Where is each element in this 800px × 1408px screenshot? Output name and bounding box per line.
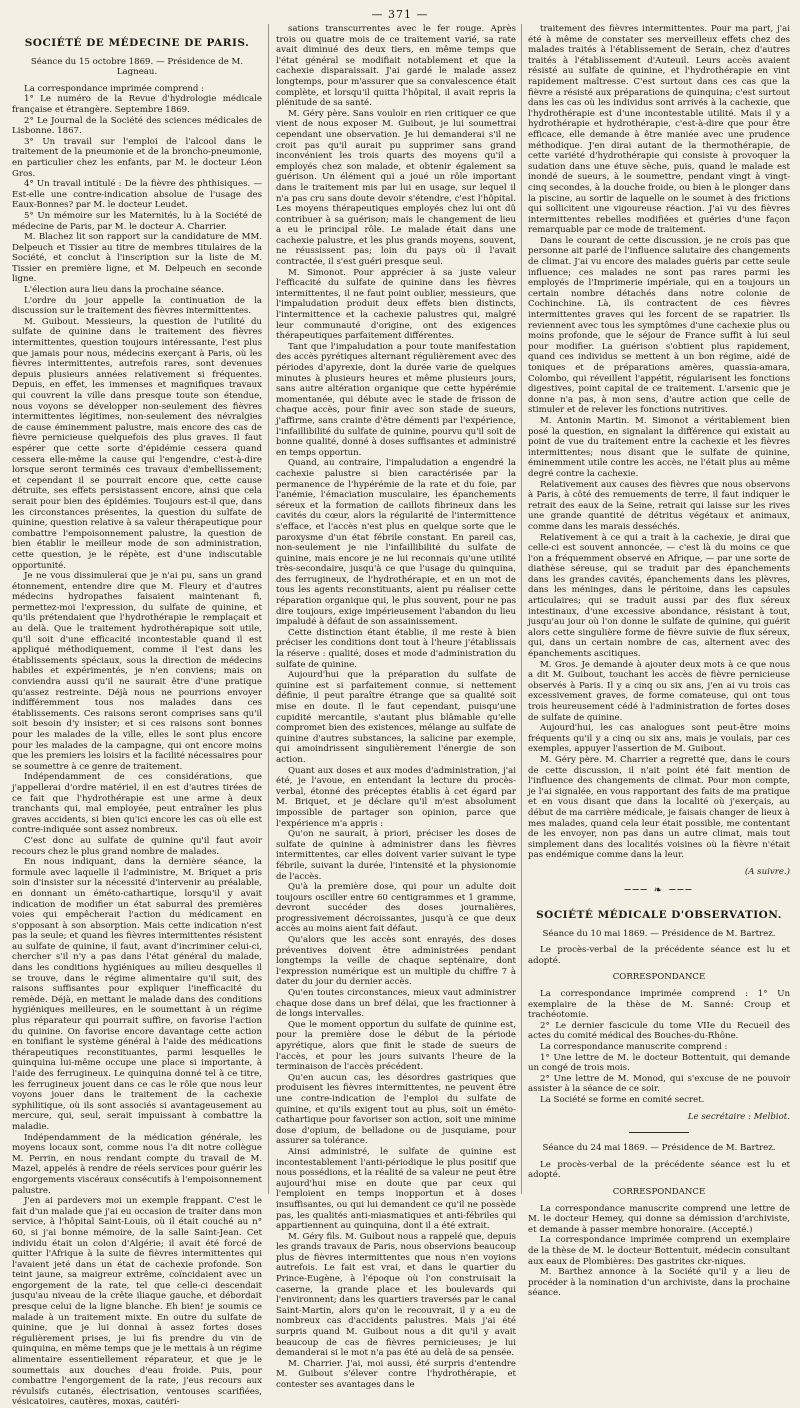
paragraph: M. Géry père. M. Charrier a regretté que, dans le cours de cette discussion, il n'ait point été fait mention de l'influence des changements de climat. Pour mon compte, je l'ai signalée, en vous rapportant des faits de ma pratique et en vous disant que dans la localité où j'exerçais, au début de ma carrière médicale, je faisais changer de lieux à mes malades, quand cela leur était possible, me contentant de les envoyer, non pas dans un autre climat, mais tout simplement dans des localités voisines où la fièvre n'était pas endémique comme dans la leur.	[528, 754, 790, 861]
paragraph: Je ne vous dissimulerai que je n'ai pu, sans un grand étonnement, entendre dire que M. Fleury et d'autres médecins hydropathes faisaient maintenant fi, permettez-moi l'expression, du sulfate de quinine, et qu'ils prétendaient que l'hydrothérapie le remplaçait et au delà. Que le traitement hydrothérapique soit utile, qu'il soit d'une efficacité incontestable quand il est appliqué méthodiquement, comme il l'est dans les établissements spéciaux, sous la direction de médecins habiles et expérimentés, je n'en conviens; mais on conviendra aussi qu'il ne saurait être d'une pratique qu'assez restreinte. Déjà nous ne pourrions envoyer indifféremment tous nos malades dans ces établissements. Ces raisons seront comprises sans qu'il soit besoin d'y insister; et si ces raisons sont bonnes pour les malades de la ville, elles le sont plus encore pour les malades de la campagne, qui ont encore moins que les premiers les loisirs et la facilité nécessaires pour se soumettre à ce genre de traitement.	[12, 571, 262, 772]
paragraph: Quand, au contraire, l'impaludation a engendré la cachexie palustre si bien caractérisée par la permanence de l'hypérémie de la rate et du foie, par l'anémie, l'émaciation musculaire, les épanchements séreux et la formation de caillots fibrineux dans les cavités du cœur, alors la régularité de l'intermittence s'efface, et l'accès n'est plus en quelque sorte que le paroxysme d'un état fébrile constant. En pareil cas, non-seulement je nie l'infaillibilité du sulfate de quinine, mais encore je ne lui reconnais qu'une utilité très-secondaire, jusqu'à ce que l'usage du quinquina, des ferrugineux, de l'hydrothérapie, et en un mot de tous les agents reconstituants, aient pu réaliser cette réparation organique qui, le plus souvent, pour ne pas dire toujours, exige impérieusement l'abandon du lieu impaludé à défaut de son assainissement.	[276, 458, 516, 628]
divider	[629, 1132, 689, 1133]
ornament-divider: ─── ❧ ───	[624, 884, 694, 896]
paragraph: Indépendamment de la médication générale, les moyens locaux sont, comme nous l'a dit notre collègue M. Perrin, en nous rendant compte du travail de M. Mazel, appelés à rendre de réels services pour guérir les engorgements viscéraux consécutifs à l'empoisonnement palustre.	[12, 1132, 262, 1196]
subheading: CORRESPONDANCE	[612, 972, 706, 983]
paragraph: La correspondance manuscrite comprend une lettre de M. le docteur Hemey, qui donne sa démission d'archiviste, et demande à passer membre honoraire. (Accepté.)	[528, 1203, 790, 1235]
paragraph: M. Charrier. J'ai, moi aussi, été surpris d'entendre M. Guibout s'élever contre l'hydrothérapie, et contester ses avantages dans le	[276, 1358, 516, 1390]
paragraph: 2° Le Journal de la Société des sciences médicales de Lisbonne. 1867.	[12, 115, 262, 137]
paragraph: Tant que l'impaludation a pour toute manifestation des accès pyrétiques alternant régulièrement avec des périodes d'apyrexie, dont la durée varie de quelques minutes à plusieurs heures et même plusieurs jours, sans autre altération organique que cette hypérémie momentanée, qui débute avec le stade de frisson de chaque accès, pour finir avec son stade de sueurs, j'affirme, sans crainte d'être démenti par l'expérience, l'infaillibilité du sulfate de quinine, pourvu qu'il soit de bonne qualité, donné à doses suffisantes et administré en temps opportun.	[276, 341, 516, 458]
paragraph: 3° Un travail sur l'emploi de l'alcool dans le traitement de la pneumonie et de la broncho-pneumonie, en particulier chez les enfants, par M. le docteur Léon Gros.	[12, 136, 262, 179]
paragraph: traitement des fièvres intermittentes. Pour ma part, j'ai été à même de constater ses merveilleux effets chez des malades traités à l'établissement de Serain, chez d'autres traités à l'établissement d'Auteuil. Leurs accès avaient résisté au sulfate de quinine, et l'hydrothérapie en vint rapidement maîtresse. C'est surtout dans ces cas que la fièvre a résisté aux préparations de quinquina; c'est surtout dans les cas où les individus sont arrivés à la cachexie, que l'hydrothérapie est d'une incontestable utilité. Mais il y a hydrothérapie et hydrothérapie, c'est-à-dire que pour être efficace, elle demande à être maniée avec une prudence méthodique. J'en dirai autant de la thermothérapie, de cette variété d'hydrothérapie qui consiste à provoquer la sudation dans une étuve sèche, puis, quand le malade est inondé de sueurs, à le soumettre, pendant vingt à vingt-cinq secondes, à la douche froide, ou bien à le plonger dans la piscine, au sortir de laquelle on le soumet à des frictions qui sollicitent une vigoureuse réaction. J'ai vu des fièvres intermittentes rebelles modifiées et guéries d'une façon remarquable par ce mode de traitement.	[528, 24, 790, 236]
paragraph: Qu'on ne saurait, à priori, préciser les doses de sulfate de quinine à administrer dans les fièvres intermittentes, car elles doivent varier suivant le type fébrile, suivant la durée, l'intensité et la physionomie de l'accès.	[276, 829, 516, 882]
page-number: — 371 —	[371, 8, 429, 21]
section-title: SOCIÉTÉ MÉDICALE D'OBSERVATION.	[536, 909, 782, 922]
column-2	[276, 24, 516, 1390]
paragraph: Le procès-verbal de la précédente séance est lu et adopté.	[528, 945, 790, 966]
to-be-continued: (A suivre.)	[744, 866, 790, 877]
paragraph: En nous indiquant, dans la dernière séance, la formule avec laquelle il l'administre, M. Briquet a pris soin d'insister sur la nécessité d'intervenir au préalable, en donnant un éméto-cathartique, lorsqu'il y avait indication de modifier un état saburral des premières voies qui empêcherait l'action du médicament en s'opposant à son absorption. Mais cette indication n'est pas la seule; et quand les fièvres intermittentes résistent au sulfate de quinine, il faut, avant d'incriminer celui-ci, chercher s'il n'y a pas dans l'état général du malade, dans les conditions hygiéniques au milieu desquelles il se trouve, dans le régime alimentaire qu'il suit, des raisons suffisantes pour expliquer l'inefficacité du remède. Déjà, en mettant le malade dans des conditions hygiéniques meilleures, en le soumettant à un régime plus réparateur qui pourrait suffire, on favorise l'action du quinine. On favorise encore davantage cette action en tonifiant le système général à l'aide des médications thérapeutiques reconstituantes, parmi lesquelles le quinquina lui-même occupe une place si importante, à l'aide des ferrugineux. Le quinquina donné tel à ce titre, les ferrugineux jouent dans ce cas le rôle que nous leur voyons jouer dans le traitement de la cachexie syphilitique, où ils sont associés si avantageusement au mercure, qui, seul, serait impuissant à combattre la maladie.	[12, 857, 262, 1132]
paragraph: 5° Un mémoire sur les Maternités, lu à la Société de médecine de Paris, par M. le docteur A. Charrier.	[12, 210, 262, 232]
paragraph: Aujourd'hui que la préparation du sulfate de quinine est si parfaitement connue, si nettement définie, il peut paraître étrange que sa qualité soit mise en doute. Il le faut cependant, puisqu'une cupidité mercantile, s'autant plus blâmable qu'elle compromet bien des existences, mélange au sulfate de quinine d'autres substances, la salicine par exemple, qui amoindrissent singulièrement l'énergie de son action.	[276, 670, 516, 765]
paragraph: Indépendamment de ces considérations, que j'appellerai d'ordre matériel, il en est d'autres tirées de ce fait que l'hydrothérapie est une arme à deux tranchants qui, mal employée, peut entraîner les plus graves accidents, si bien qu'ici encore les cas où elle est contre-indiquée sont assez nombreux.	[12, 772, 262, 836]
column-1	[12, 24, 262, 1408]
paragraph: M. Simonot. Pour apprécier à sa juste valeur l'efficacité du sulfate de quinine dans les fièvres intermittentes, il ne faut point oublier, messieurs, que l'impaludation produit deux effets bien distincts, l'intermittence et la cachexie palustres qui, malgré leur communauté d'origine, ont des exigences thérapeutiques parfaitement différentes.	[276, 267, 516, 342]
paragraph: 4° Un travail intitulé : De la fièvre des phthisiques. — Est-elle une contre-indication absolue de l'usage des Eaux-Bonnes? par M. le docteur Leudet.	[12, 179, 262, 211]
paragraph: J'en ai pardevers moi un exemple frappant. C'est le fait d'un malade que j'ai eu occasion de traiter dans mon service, à l'hôpital Saint-Louis, où il était couché au n° 60, si j'ai bonne mémoire, de la salle Saint-Jean. Cet individu était un colon d'Algérie; il avait été forcé de quitter l'Afrique à la suite de fièvres intermittentes qui l'avaient jeté dans un état de cachexie profonde. Son teint jaune, sa maigreur extrême, coïncidaient avec un engorgement de la rate, tel que celle-ci descendait jusqu'au niveau de la crête iliaque gauche, et débordait presque celui de la ligne blanche. Eh bien! je soumis ce malade à un traitement mixte. En outre du sulfate de quinine, que je lui donnai à assez fortes doses régulièrement prises, je lui fis prendre du vin de quinquina, en même temps que je le mettais à un régime alimentaire essentiellement réparateur, et que je le soumettais aux douches d'eau froide. Puis, pour combattre l'engorgement de la rate, j'eus recours aux révulsifs cutanés, électrisation, ventouses scarifiées, vésicatoires, cautères, moxas, cautéri-	[12, 1196, 262, 1408]
paragraph: La correspondance manuscrite comprend :	[540, 1042, 728, 1053]
paragraph: Le procès-verbal de la précédente séance est lu et adopté.	[528, 1159, 790, 1181]
paragraph: L'élection aura lieu dans la prochaine séance.	[24, 285, 224, 296]
section-title: SOCIÉTÉ DE MÉDECINE DE PARIS.	[24, 37, 250, 49]
paragraph: M. Géry père. Sans vouloir en rien critiquer ce que vient de nous exposer M. Guibout, je lui soumettrai cependant une observation. Je lui demanderai s'il ne croit pas qu'il aurait pu supprimer sans grand inconvénient les trois quarts des moyens qu'il a employés chez son malade, et obtenir également sa guérison. Un élément qui a joué un rôle important dans le traitement mis par lui en usage, sur lequel il n'a pas cru sans doute devoir s'étendre, c'est l'hôpital. Les moyens thérapeutiques employés chez lui ont dû contribuer à sa guérison; mais le changement de lieu a eu le principal rôle. Le malade était dans une cachexie palustre, et les plus grands moyens, souvent, ne réussissent pas; loin du pays où il l'avait contractée, il s'est guéri presque seul.	[276, 108, 516, 268]
paragraph: 1° Le numéro de la Revue d'hydrologie médicale française et étrangère. Septembre 1869.	[12, 94, 262, 115]
paragraph: M. Gros. Je demande à ajouter deux mots à ce que nous a dit M. Guibout, touchant les accès de fièvre pernicieuse observés à Paris. Il y a cinq ou six ans, j'en ai vu trois cas excessivement graves, de forme comateuse, qui ont tous trois heureusement cédé à l'administration de fortes doses de sulfate de quinine.	[528, 659, 790, 723]
paragraph: Relativement aux causes des fièvres que nous observons à Paris, à côté des remuements de terre, il faut indiquer le retrait des eaux de la Seine, retrait qui laisse sur les rives une grande quantité de détritus végétaux et animaux, comme dans les marais desséchés.	[528, 479, 790, 532]
paragraph: 2° Le dernier fascicule du tome VIIe du Recueil des actes du comité médical des Bouches-du-Rhône.	[528, 1020, 790, 1042]
paragraph: Quant aux doses et aux modes d'administration, j'ai été, je l'avoue, en entendant la lecture du procès-verbal, étonné des préceptes établis à cet égard par M. Briquet, et je déclare qu'il m'est absolument impossible de partager son opinion, parce que l'expérience m'a appris :	[276, 765, 516, 829]
paragraph: La correspondance imprimée comprend un exemplaire de la thèse de M. le docteur Bottentuit, médecin consultant aux eaux de Plombières: Des gastrites ckr-niques.	[528, 1235, 790, 1267]
paragraph: Cette distinction étant établie, il me reste à bien préciser les conditions dont tout à l'heure j'établissais la réserve : qualité, doses et mode d'administration du sulfate de quinine.	[276, 627, 516, 670]
paragraph: Que le moment opportun du sulfate de quinine est, pour la première dose le début de la période apyrétique, alors que finit le stade de sueurs de l'accès, et pour les jours suivants l'heure de la terminaison de l'accès précédent.	[276, 1019, 516, 1073]
paragraph: La correspondance imprimée comprend :	[24, 83, 205, 94]
paragraph: Relativement à ce qui a trait à la cachexie, je dirai que celle-ci est souvent annoncée, — c'est là du moins ce que l'on a fréquemment observé en Afrique, — par une sorte de diathèse séreuse, qui se traduit par des épanchements dans les grandes cavités, épanchements dans les plèvres, dans les méninges, dans le péritoine, dans les capsules articulaires; qui se traduit aussi par des flux séreux intestinaux, d'une excessive abondance, résistant à tout, jusqu'au jour où l'on donne le sulfate de quinine, qui guérit alors cette singulière forme de fièvre suivie de flux séreux, qui, dans un certain nombre de cas, alternent avec des épanchements ascitiques.	[528, 532, 790, 660]
paragraph: Qu'à la première dose, qui pour un adulte doit toujours osciller entre 60 centigrammes et 1 gramme, devront succéder des doses journalières, progressivement décroissantes, jusqu'à ce que deux accès au moins aient fait défaut.	[276, 882, 516, 935]
subheading: CORRESPONDANCE	[612, 1186, 706, 1197]
paragraph: M. Antonin Martin. M. Simonot a véritablement bien posé la question, en signalant la différence qui existait au point de vue du traitement entre la cachexie et les fièvres intermittentes; nous disant que le sulfate de quinine, éminemment utile contre les accès, ne l'était plus au même degré contre la cachexie.	[528, 415, 790, 479]
paragraph: 2° Une lettre de M. Monod, qui s'excuse de ne pouvoir assister à la séance de ce soir.	[528, 1073, 790, 1095]
paragraph: M. Géry fils. M. Guibout nous a rappelé que, depuis les grands travaux de Paris, nous observions beaucoup plus de fièvres intermittentes que nous n'en voyions autrefois. Le fait est vrai, et dans le quartier du Prince-Eugène, à l'époque où l'on construisait la caserne, la grande place et les boulevards qui l'environnent; dans les quartiers traversés par le canal Saint-Martin, alors qu'on le recouvrait, il y a eu de nombreux cas d'accidents palustres. Mais j'ai été surpris quand M. Guibout nous a dit qu'il y avait beaucoup de cas de fièvres pernicieuses; je lui demanderai si le mot n'a pas été au delà de sa pensée.	[276, 1231, 516, 1359]
paragraph: C'est donc au sulfate de quinine qu'il faut avoir recours chez le plus grand nombre de malades.	[12, 835, 262, 857]
paragraph: Qu'alors que les accès sont enrayés, des doses préventives doivent être administrées pendant longtemps la veille de chaque septénaire, dont l'expression numérique est un multiple du chiffre 7 à dater du jour du dernier accès.	[276, 935, 516, 988]
paragraph: M. Guibout. Messieurs, la question de l'utilité du sulfate de quinine dans le traitement des fièvres intermittentes, question toujours intéressante, l'est plus que jamais pour nous, médecins exerçant à Paris, où les fièvres intermittentes, autrefois rares, sont devenues depuis plusieurs années relativement si fréquentes. Depuis, en effet, les immenses et magnifiques travaux qui couvrent la ville dans presque toute son étendue, nous voyons se développer non-seulement des fièvres intermittentes légitimes, non-seulement des névralgies de cause éminemment palustre, mais encore des cas de fièvre pernicieuse quelquefois des plus graves. Il faut espérer que cette sorte d'épidémie cessera quand cessera elle-même la cause qui l'engendre, c'est-à-dire lorsque seront terminés ces travaux d'embellissement; et cependant il se pourrait encore que, cette cause détruite, ses effets persistassent encore, ainsi que cela serait pour bien des épidémies. Toujours est-il que, dans les circonstances présentes, la question du sulfate de quinine, question relative à sa valeur thérapeutique pour combattre l'empoisonnement palustre, la question de bien établir le meilleur mode de son administration, cette question, je le répète, est d'une indiscutable opportunité.	[12, 316, 262, 571]
column-rule	[521, 24, 522, 1194]
paragraph: Qu'en toutes circonstances, mieux vaut administrer chaque dose dans un bref délai, que les fractionner à de longs intervalles.	[276, 988, 516, 1020]
paragraph: M. Barthez annonce à la Société qu'il y a lieu de procéder à la nomination d'un archiviste, dans la prochaine séance.	[528, 1267, 790, 1299]
paragraph: Dans le courant de cette discussion, je ne crois pas que personne ait parlé de l'influence salutaire des changements de climat. J'ai vu encore des malades guéris par cette seule influence; ces malades ne sont pas rares parmi les employés de l'Imprimerie impériale, qui en a toujours un certain nombre détachés dans notre colonie de Cochinchine. Là, ils contractent de ces fièvres intermittentes graves qui les forcent de se rapatrier. Ils reviennent avec tous les symptômes d'une cachexie plus ou moins profonde, que le séjour de France suffit à lui seul pour modifier. La guérison s'obtient plus rapidement, quand ces individus se mettent à un bon régime, aidé de toniques et de préparations amères, quassia-amara, Colombo, qui réveillent l'appétit, régularisent les fonctions digestives, point capital de ce traitement. L'arsenic que je donne n'a pas, à mon sens, d'autre action que celle de stimuler et de relever les fonctions nutritives.	[528, 235, 790, 416]
paragraph: 1° Une lettre de M. le docteur Bottentuit, qui demande un congé de trois mois.	[528, 1052, 790, 1074]
paragraph: Qu'en aucun cas, les désordres gastriques que produisent les fièvres intermittentes, ne peuvent être une contre-indication de l'emploi du sulfate de quinine, et qu'ils exigent tout au plus, soit un éméto-cathartique pour favoriser son action, soit une minime dose d'opium, de belladone ou de jusquiame, pour assurer sa tolérance.	[276, 1072, 516, 1147]
paragraph: Ainsi administré, le sulfate de quinine est incontestablement l'anti-périodique le plus positif que nous possédions, et la réalité de sa valeur ne peut être aujourd'hui mise en doute que par ceux qui l'emploient en temps inopportun et à doses insuffisantes, ou qui lui demandent ce qu'il ne possède pas, les qualités anti-miasmatiques et anti-fébriles qui appartiennent au quinquina, dont il a été extrait.	[276, 1146, 516, 1232]
paragraph: Aujourd'hui, les cas analogues sont peut-être moins fréquents qu'il y a cinq ou six ans, mais je voulais, par ces exemples, appuyer l'assertion de M. Guibout.	[528, 723, 790, 755]
column-3	[528, 24, 790, 1299]
paragraph: L'ordre du jour appelle la continuation de la discussion sur le traitement des fièvres intermittentes.	[12, 295, 262, 317]
paragraph: M. Blachez lit son rapport sur la candidature de MM. Delpeuch et Tissier au titre de membres titulaires de la Société, et conclut à l'inscription sur la liste de M. Tissier en première ligne, et M. Delpeuch en seconde ligne.	[12, 232, 262, 285]
secretary-signature: Le secrétaire : Melbiot.	[687, 1111, 790, 1122]
column-rule	[268, 24, 269, 1194]
session-line: Séance du 10 mai 1869. — Présidence de M. Bartrez.	[542, 928, 776, 939]
paragraph: sations transcurrentes avec le fer rouge. Après trois ou quatre mois de ce traitement varié, sa rate avait diminué des deux tiers, en même temps que l'état général se modifiait notablement et que la cachexie disparaissait. J'ai gardé le malade assez longtemps, pour m'assurer que sa convalescence était complète, et lorsqu'il quitta l'hôpital, il avait repris la plénitude de sa santé.	[276, 24, 516, 109]
session-line: Séance du 15 octobre 1869. — Présidence de M. Lagneau.	[30, 56, 244, 78]
paragraph: La Société se forme en comité secret.	[540, 1095, 705, 1105]
paragraph: La correspondance imprimée comprend : 1° Un exemplaire de la thèse de M. Sanné: Croup et trachéotomie.	[528, 989, 790, 1021]
session-line: Séance du 24 mai 1869. — Présidence de M. Bartrez.	[542, 1143, 776, 1154]
